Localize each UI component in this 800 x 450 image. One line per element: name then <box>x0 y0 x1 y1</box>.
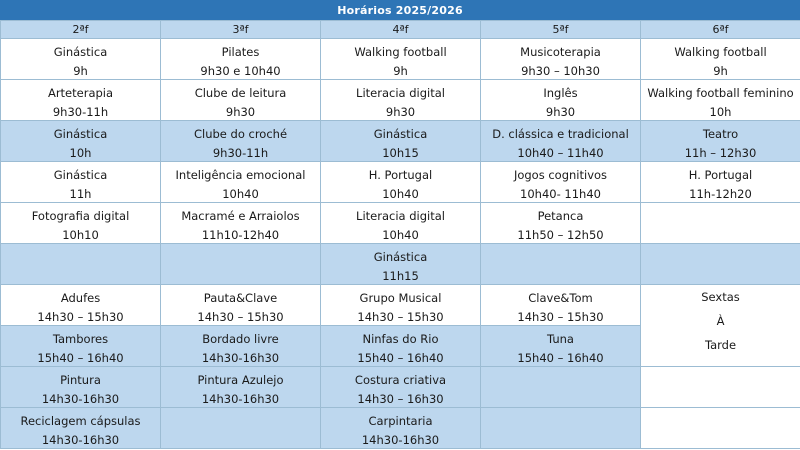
schedule-cell <box>1 326 161 367</box>
activity-time: 9h30 e 10h40 <box>200 64 281 78</box>
table-row <box>1 121 800 162</box>
table-row <box>1 367 800 408</box>
schedule-cell <box>161 367 321 408</box>
schedule-cell <box>641 39 800 80</box>
activity-name: Pintura <box>60 373 101 387</box>
schedule-cell-empty <box>481 244 641 285</box>
activity-time: 14h30-16h30 <box>41 392 120 406</box>
activity-name: Petanca <box>537 209 584 223</box>
schedule-cell <box>481 326 641 367</box>
day-header-friday: 6ªf <box>641 21 800 39</box>
schedule-cell <box>481 80 641 121</box>
schedule-cell-empty <box>641 203 800 244</box>
schedule-cell <box>641 80 800 121</box>
friday-note-line: Sextas <box>701 290 740 304</box>
activity-time: 9h <box>393 64 408 78</box>
activity-time: 14h30-16h30 <box>201 392 280 406</box>
activity-time: 10h <box>709 105 732 119</box>
table-row <box>1 162 800 203</box>
activity-time: 15h40 – 16h40 <box>37 351 124 365</box>
schedule-cell <box>321 121 481 162</box>
activity-name: Arteterapia <box>47 86 114 100</box>
activity-time: 14h30 – 15h30 <box>37 310 124 324</box>
activity-name: Musicoterapia <box>520 45 601 59</box>
schedule-cell <box>321 162 481 203</box>
schedule-cell <box>161 80 321 121</box>
activity-name: Ginástica <box>53 127 108 141</box>
activity-name: H. Portugal <box>368 168 433 182</box>
schedule-cell <box>161 285 321 326</box>
schedule-cell <box>481 285 641 326</box>
schedule-cell <box>1 162 161 203</box>
schedule-cell <box>1 39 161 80</box>
activity-time: 9h30 – 10h30 <box>521 64 600 78</box>
activity-time: 11h10-12h40 <box>201 228 280 242</box>
activity-name: Pintura Azulejo <box>197 373 284 387</box>
activity-time: 10h10 <box>62 228 99 242</box>
activity-time: 9h <box>73 64 88 78</box>
schedule-cell <box>321 408 481 449</box>
activity-time: 11h <box>69 187 92 201</box>
activity-name: Walking football feminino <box>647 86 794 100</box>
activity-time: 14h30 – 15h30 <box>517 310 604 324</box>
activity-time: 9h30-11h <box>52 105 109 119</box>
day-header-thursday: 5ªf <box>481 21 641 39</box>
schedule-cell <box>321 203 481 244</box>
activity-name: Clave&Tom <box>528 291 593 305</box>
activity-name: Tambores <box>52 332 109 346</box>
activity-name: Costura criativa <box>354 373 447 387</box>
activity-time: 14h30-16h30 <box>41 433 120 447</box>
schedule-cell-empty <box>641 408 800 449</box>
schedule-cell-empty <box>481 367 641 408</box>
table-row <box>1 285 800 326</box>
schedule-cell-empty <box>161 244 321 285</box>
friday-afternoon-note <box>641 285 800 367</box>
activity-time: 9h30 <box>545 105 576 119</box>
day-header-row <box>1 21 800 39</box>
schedule-cell <box>161 39 321 80</box>
schedule-table <box>0 20 800 449</box>
schedule-cell-empty <box>641 367 800 408</box>
schedule-cell-empty <box>1 244 161 285</box>
activity-name: Reciclagem cápsulas <box>20 414 141 428</box>
schedule-cell <box>1 367 161 408</box>
day-header-monday: 2ªf <box>1 21 161 39</box>
schedule-cell <box>481 121 641 162</box>
activity-name: D. clássica e tradicional <box>492 127 629 141</box>
schedule-cell <box>161 121 321 162</box>
schedule-cell-empty <box>481 408 641 449</box>
schedule-cell-empty <box>161 408 321 449</box>
schedule-cell <box>481 162 641 203</box>
activity-time: 14h30-16h30 <box>201 351 280 365</box>
schedule-cell <box>321 80 481 121</box>
activity-time: 10h <box>69 146 92 160</box>
activity-name: Walking football <box>354 45 447 59</box>
table-row <box>1 80 800 121</box>
activity-time: 10h15 <box>382 146 419 160</box>
schedule-cell <box>641 162 800 203</box>
schedule-title: Horários 2025/2026 <box>0 0 800 20</box>
activity-name: Teatro <box>702 127 739 141</box>
schedule-cell <box>1 121 161 162</box>
activity-name: Bordado livre <box>202 332 279 346</box>
activity-name: Ginástica <box>373 127 428 141</box>
schedule-cell <box>1 408 161 449</box>
activity-name: Walking football <box>674 45 767 59</box>
activity-time: 14h30 – 15h30 <box>357 310 444 324</box>
day-header-tuesday: 3ªf <box>161 21 321 39</box>
activity-name: Grupo Musical <box>359 291 442 305</box>
schedule-cell <box>321 39 481 80</box>
activity-time: 11h – 12h30 <box>684 146 757 160</box>
friday-note-line: À <box>716 314 725 328</box>
schedule-cell <box>1 285 161 326</box>
table-row <box>1 39 800 80</box>
activity-time: 11h50 – 12h50 <box>517 228 604 242</box>
activity-name: Fotografia digital <box>31 209 130 223</box>
activity-time: 10h40- 11h40 <box>520 187 601 201</box>
activity-name: Tuna <box>547 332 574 346</box>
table-row <box>1 244 800 285</box>
activity-name: Literacia digital <box>356 209 445 223</box>
activity-name: Carpintaria <box>368 414 433 428</box>
schedule-cell <box>321 244 481 285</box>
schedule-cell <box>1 203 161 244</box>
activity-time: 11h-12h20 <box>689 187 752 201</box>
schedule-cell <box>321 326 481 367</box>
activity-time: 11h15 <box>382 269 419 283</box>
activity-name: Ginástica <box>53 168 108 182</box>
activity-name: Pauta&Clave <box>203 291 278 305</box>
activity-name: Clube de leitura <box>194 86 287 100</box>
activity-name: Pilates <box>221 45 260 59</box>
activity-time: 15h40 – 16h40 <box>357 351 444 365</box>
schedule-cell <box>321 367 481 408</box>
activity-time: 14h30 – 15h30 <box>197 310 284 324</box>
activity-time: 10h40 <box>382 187 419 201</box>
schedule-cell <box>481 203 641 244</box>
schedule-cell <box>321 285 481 326</box>
schedule-cell <box>161 162 321 203</box>
schedule-cell <box>481 39 641 80</box>
activity-time: 14h30 – 16h30 <box>357 392 444 406</box>
activity-name: H. Portugal <box>688 168 753 182</box>
schedule-cell-empty <box>641 244 800 285</box>
activity-name: Inteligência emocional <box>175 168 306 182</box>
activity-time: 14h30-16h30 <box>361 433 440 447</box>
activity-time: 9h30 <box>385 105 416 119</box>
activity-name: Inglês <box>543 86 578 100</box>
activity-name: Ginástica <box>373 250 428 264</box>
activity-name: Jogos cognitivos <box>513 168 608 182</box>
schedule-cell <box>161 326 321 367</box>
activity-name: Ninfas do Rio <box>362 332 439 346</box>
table-row <box>1 408 800 449</box>
activity-name: Clube do croché <box>193 127 288 141</box>
schedule-cell <box>641 121 800 162</box>
activity-time: 10h40 <box>222 187 259 201</box>
activity-time: 10h40 <box>382 228 419 242</box>
schedule-cell <box>1 80 161 121</box>
activity-time: 10h40 – 11h40 <box>517 146 604 160</box>
activity-time: 9h30 <box>225 105 256 119</box>
activity-time: 15h40 – 16h40 <box>517 351 604 365</box>
day-header-wednesday: 4ªf <box>321 21 481 39</box>
activity-name: Macramé e Arraiolos <box>181 209 300 223</box>
activity-name: Adufes <box>60 291 101 305</box>
table-row <box>1 203 800 244</box>
activity-time: 9h <box>713 64 728 78</box>
friday-note-line: Tarde <box>704 338 737 352</box>
activity-name: Literacia digital <box>356 86 445 100</box>
activity-time: 9h30-11h <box>212 146 269 160</box>
schedule-cell <box>161 203 321 244</box>
activity-name: Ginástica <box>53 45 108 59</box>
